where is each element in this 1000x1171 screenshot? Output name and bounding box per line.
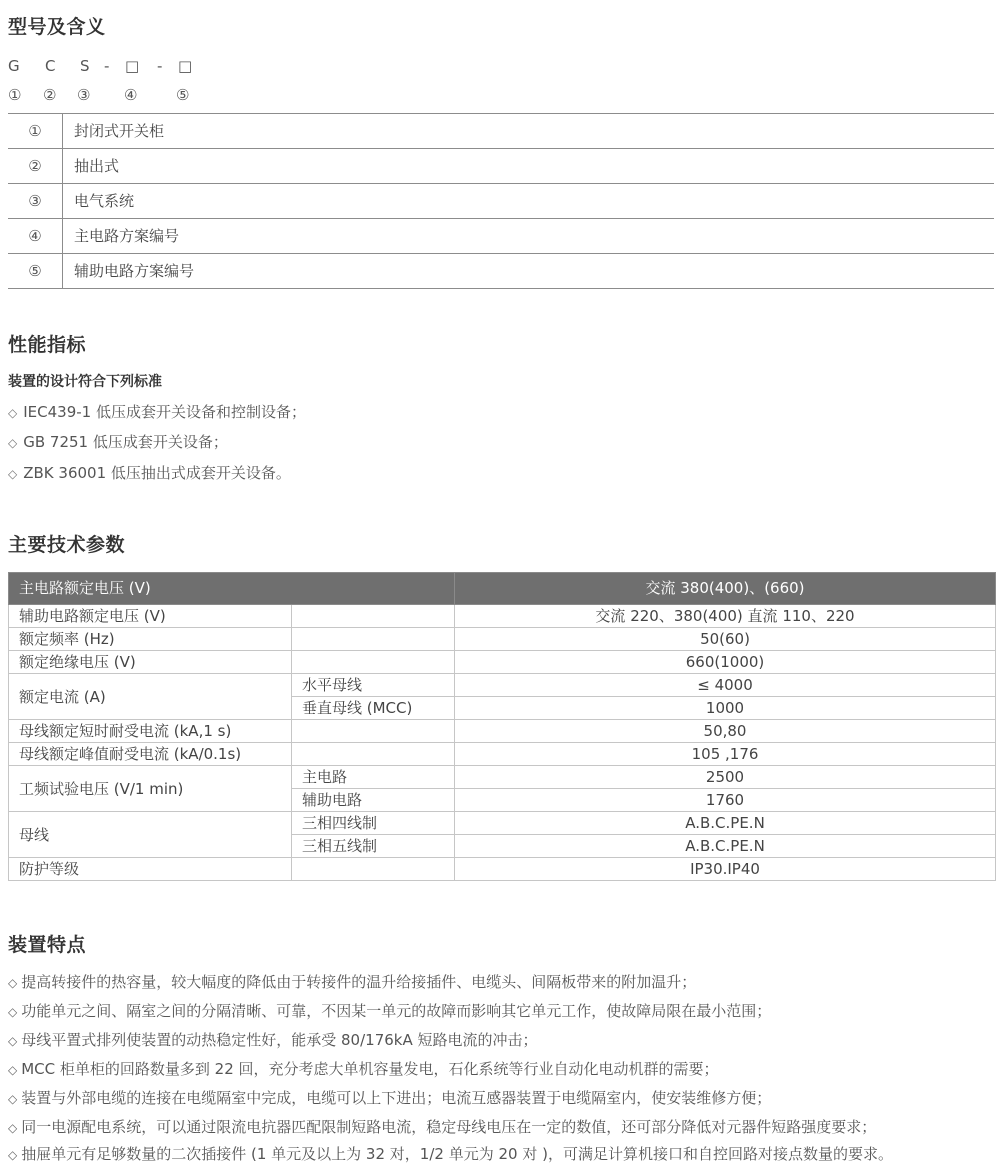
param-label: 工频试验电压 (V/1 min) [9,766,292,812]
param-label: 额定频率 (Hz) [9,628,292,651]
param-sub [292,720,455,743]
param-label: 母线额定峰值耐受电流 (kA/0.1s) [9,743,292,766]
param-value: 50(60) [455,628,996,651]
row-number: ③ [8,184,63,218]
list-item [8,1116,876,1137]
param-value: 105 ,176 [455,743,996,766]
param-value: 2500 [455,766,996,789]
list-item [8,1058,719,1079]
row-number: ① [8,114,63,148]
param-sub [292,628,455,651]
standard-text: IEC439-1 低压成套开关设备和控制设备； [23,403,306,421]
param-sub [292,858,455,881]
row-number: ⑤ [8,254,63,288]
param-label: 母线额定短时耐受电流 (kA,1 s) [9,720,292,743]
list-item [8,1087,771,1108]
table-header-row [9,573,996,605]
code-box: □ [125,57,140,75]
param-value: ≤ 4000 [455,674,996,697]
parameters-section-title: 主要技术参数 [8,534,126,556]
param-sub: 水平母线 [292,674,455,697]
param-sub: 主电路 [292,766,455,789]
row-meaning: 抽出式 [74,157,120,175]
table-row [9,812,996,835]
diamond-bullet-icon: ◇ [8,1034,18,1048]
model-meaning-table [8,113,994,289]
code-char: G [8,57,20,75]
code-number: ④ [124,86,138,104]
list-item [8,1029,538,1050]
row-number: ② [8,149,63,183]
param-label: 额定绝缘电压 (V) [9,651,292,674]
param-label: 母线 [9,812,292,858]
param-sub [292,743,455,766]
feature-text: 同一电源配电系统，可以通过限流电抗器匹配限制短路电流，稳定母线电压在一定的数值，还可部分降低对元器件短路强度要求； [21,1118,877,1136]
param-sub: 三相五线制 [292,835,455,858]
header-value: 交流 380(400)、(660) [455,573,996,605]
feature-text: 抽屉单元有足够数量的二次插接件 (1 单元及以上为 32 对，1/2 单元为 20 对 )，可满足计算机接口和自控回路对接点数量的要求。 [21,1145,893,1163]
list-item [8,1000,771,1021]
code-char: C [45,57,56,75]
diamond-bullet-icon: ◇ [8,1148,18,1162]
param-value: 交流 220、380(400) 直流 110、220 [455,605,996,628]
table-row [8,184,994,219]
code-number: ② [43,86,57,104]
param-sub [292,605,455,628]
code-number: ⑤ [176,86,190,104]
list-item [8,462,291,483]
param-value: A.B.C.PE.N [455,835,996,858]
row-meaning: 封闭式开关柜 [74,122,165,140]
code-number: ③ [77,86,91,104]
table-row [9,743,996,766]
param-value: 50,80 [455,720,996,743]
table-row [8,114,994,149]
feature-text: 装置与外部电缆的连接在电缆隔室中完成，电缆可以上下进出；电流互感器装置于电缆隔室内，使安装维修方便； [21,1089,772,1107]
table-row [9,858,996,881]
code-dash: - [104,57,110,75]
param-label: 辅助电路额定电压 (V) [9,605,292,628]
param-sub [292,651,455,674]
row-meaning: 电气系统 [74,192,135,210]
code-number: ① [8,86,22,104]
feature-text: MCC 柜单柜的回路数量多到 22 回，充分考虑大单机容量发电，石化系统等行业自动化电动机群的需要； [21,1060,719,1078]
performance-section-title: 性能指标 [8,334,87,356]
table-row [9,605,996,628]
list-item [8,971,696,992]
list-item [8,1143,893,1164]
diamond-bullet-icon: ◇ [8,436,18,450]
parameters-table [8,572,996,881]
table-row [9,628,996,651]
list-item [8,431,228,452]
diamond-bullet-icon: ◇ [8,1121,18,1135]
diamond-bullet-icon: ◇ [8,406,18,420]
param-value: A.B.C.PE.N [455,812,996,835]
standard-text: ZBK 36001 低压抽出式成套开关设备。 [23,464,291,482]
param-sub: 三相四线制 [292,812,455,835]
param-sub: 垂直母线 (MCC) [292,697,455,720]
code-char: S [80,57,90,75]
row-meaning: 辅助电路方案编号 [74,262,195,280]
standard-text: GB 7251 低压成套开关设备； [23,433,228,451]
table-row [9,720,996,743]
diamond-bullet-icon: ◇ [8,1005,18,1019]
diamond-bullet-icon: ◇ [8,1063,18,1077]
param-value: 660(1000) [455,651,996,674]
param-sub: 辅助电路 [292,789,455,812]
feature-text: 母线平置式排列使装置的动热稳定性好，能承受 80/176kA 短路电流的冲击； [21,1031,538,1049]
diamond-bullet-icon: ◇ [8,976,18,990]
code-dash: - [157,57,163,75]
feature-text: 功能单元之间、隔室之间的分隔清晰、可靠，不因某一单元的故障而影响其它单元工作，使故障局限在最小范围； [21,1002,772,1020]
code-box: □ [178,57,193,75]
row-number: ④ [8,219,63,253]
features-section-title: 装置特点 [8,934,87,956]
param-label: 额定电流 (A) [9,674,292,720]
diamond-bullet-icon: ◇ [8,467,18,481]
feature-text: 提高转接件的热容量，较大幅度的降低由于转接件的温升给接插件、电缆头、间隔板带来的附加温升； [21,973,697,991]
table-row [8,219,994,254]
header-label: 主电路额定电压 (V) [9,573,455,605]
row-meaning: 主电路方案编号 [74,227,180,245]
table-row [9,674,996,697]
table-row [9,651,996,674]
diamond-bullet-icon: ◇ [8,1092,18,1106]
param-value: 1000 [455,697,996,720]
list-item [8,401,306,422]
model-section-title: 型号及含义 [8,16,106,38]
standards-subtitle: 装置的设计符合下列标准 [8,374,162,390]
table-row [8,254,994,289]
param-value: IP30.IP40 [455,858,996,881]
table-row [8,149,994,184]
table-row [9,766,996,789]
param-label: 防护等级 [9,858,292,881]
param-value: 1760 [455,789,996,812]
